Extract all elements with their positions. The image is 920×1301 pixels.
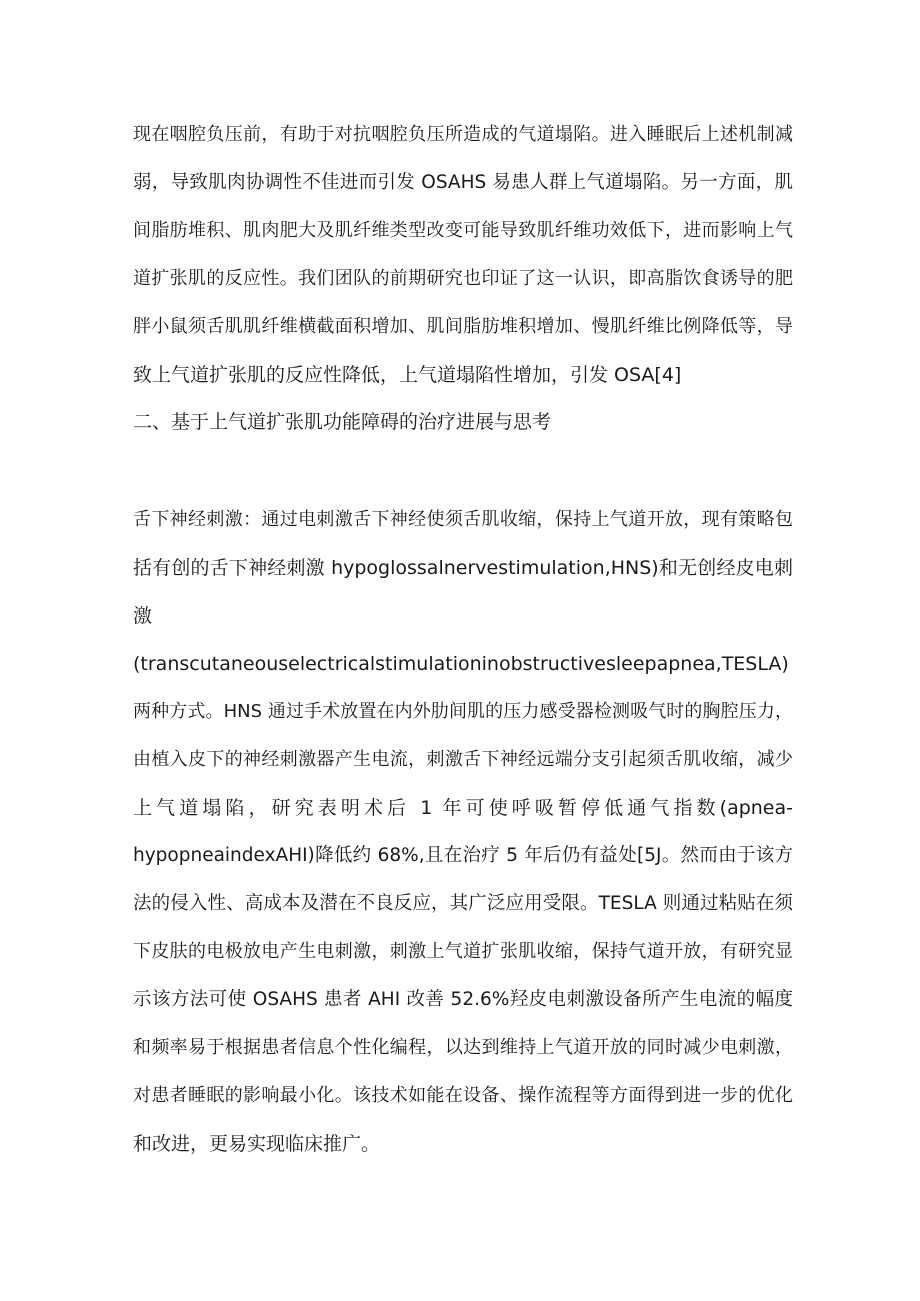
paragraph-line: 胖小鼠须舌肌肌纤维横截面积增加、肌间脂肪堆积增加、慢肌纤维比例降低等，导: [133, 316, 793, 337]
section-heading: 二、基于上气道扩张肌功能障碍的治疗进展与思考: [133, 411, 552, 433]
paragraph-line: (transcutaneouselectricalstimulationinobstructivesleepapnea,TESLA): [133, 653, 789, 675]
paragraph-line: 示该方法可使 OSAHS 患者 AHI 改善 52.6%羟皮电刺激设备所产生电流的幅度: [133, 989, 793, 1010]
paragraph-line: hypopneaindexAHI)降低约 68%,且在治疗 5 年后仍有益处[5J。然而由于该方: [133, 845, 793, 866]
paragraph-line: 弱，导致肌肉协调性不佳进而引发 OSAHS 易患人群上气道塌陷。另一方面，肌: [133, 172, 793, 193]
paragraph-line: 括有创的舌下神经刺激 hypoglossalnervestimulation,HNS)和无创经皮电刺: [133, 557, 793, 579]
paragraph-line: 下皮肤的电极放电产生电刺激，刺激上气道扩张肌收缩，保持气道开放，有研究显: [133, 941, 793, 962]
paragraph-line: 对患者睡眠的影响最小化。该技术如能在设备、操作流程等方面得到进一步的优化: [133, 1085, 793, 1106]
paragraph-line: 法的侵入性、高成本及潜在不良反应，其广泛应用受限。TESLA 则通过粘贴在须: [133, 893, 793, 914]
paragraph-line: 和频率易于根据患者信息个性化编程，以达到维持上气道开放的同时减少电刺激，: [133, 1037, 793, 1058]
paragraph-line: 致上气道扩张肌的反应性降低，上气道塌陷性增加，引发 OSA[4]: [133, 364, 682, 386]
paragraph-line: 舌下神经刺激：通过电刺激舌下神经使须舌肌收缩，保持上气道开放，现有策略包: [133, 509, 793, 530]
paragraph-line: 和改进，更易实现临床推广。: [133, 1133, 381, 1155]
paragraph-line: 激: [133, 605, 153, 627]
paragraph-line: 上气道塌陷，研究表明术后 1 年可使呼吸暂停低通气指数(apnea-: [133, 797, 793, 819]
paragraph-line: 由植入皮下的神经刺激器产生电流，刺激舌下神经远端分支引起须舌肌收缩，减少: [133, 749, 793, 770]
paragraph-line: 现在咽腔负压前，有助于对抗咽腔负压所造成的气道塌陷。进入睡眠后上述机制减: [133, 124, 793, 145]
paragraph-line: 道扩张肌的反应性。我们团队的前期研究也印证了这一认识，即高脂饮食诱导的肥: [133, 268, 793, 289]
paragraph-line: 间脂肪堆积、肌肉肥大及肌纤维类型改变可能导致肌纤维功效低下，进而影响上气: [133, 220, 793, 241]
paragraph-line: 两种方式。HNS 通过手术放置在内外肋间肌的压力感受器检测吸气时的胸腔压力，: [133, 701, 793, 722]
